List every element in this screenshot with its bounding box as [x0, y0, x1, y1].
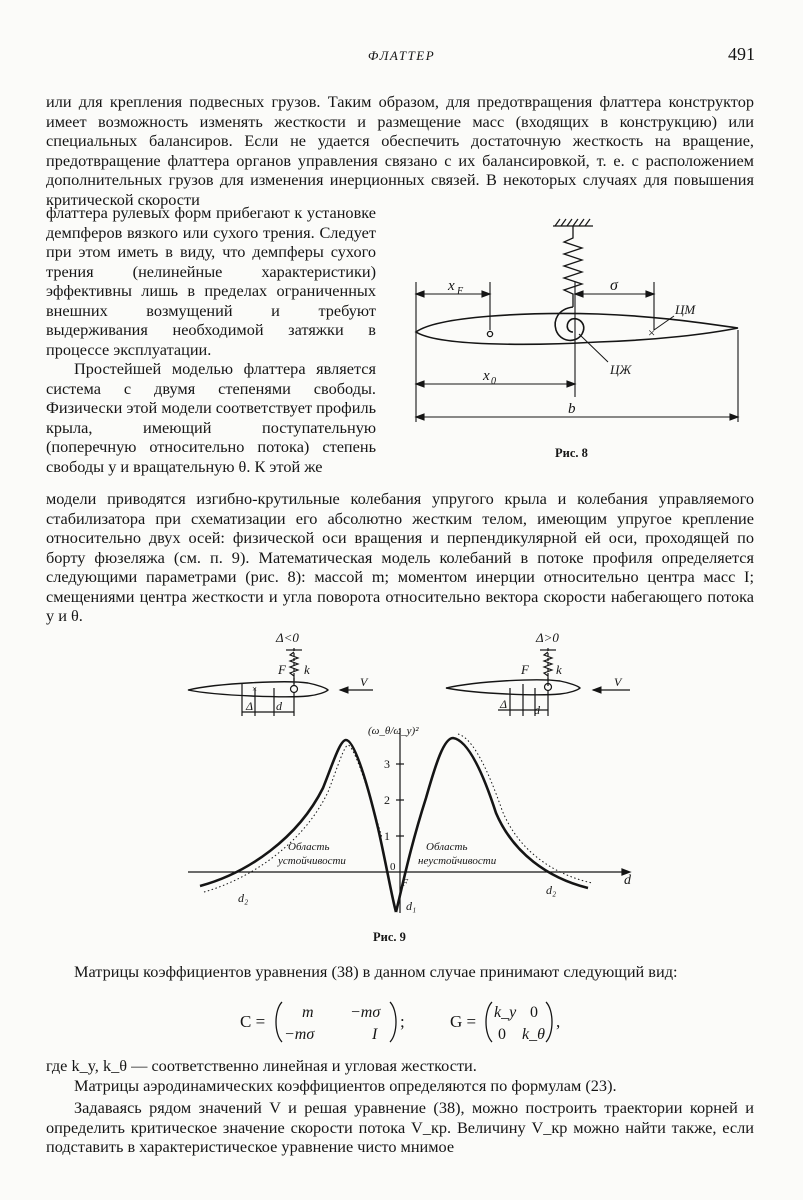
- fig9-unstable-label-2: неустойчивости: [418, 855, 497, 867]
- fig9-right-curve: [396, 738, 588, 912]
- matrix-C-22: I: [372, 1026, 378, 1043]
- matrix-G-12: 0: [530, 1004, 538, 1021]
- matrix-G-21: 0: [498, 1026, 506, 1043]
- paragraph-2: флаттера рулевых форм прибегают к установке демпферов вязкого или сухого трения. Следует при этом иметь в виду, что демпферы сухого трения (нелинейные характеристики) эффективны лишь в пределах ограниченных внешних возмущений и требуют выдерживания необходимой затяжки в процессе эксплуатации.: [46, 203, 376, 359]
- fig9-tick-0: 0: [390, 861, 396, 873]
- matrix-C-12: −mσ: [350, 1004, 381, 1021]
- fig9-axes: [188, 728, 630, 913]
- svg-text:;: ;: [400, 1012, 405, 1031]
- matrix-C-label: C =: [240, 1012, 266, 1031]
- fig9-left-curve: [200, 740, 396, 912]
- fig9-right-delta: Δ: [500, 697, 508, 711]
- figure-8: [398, 212, 758, 437]
- fig9-right-d: d: [534, 703, 540, 717]
- matrix-G-22: k_θ: [522, 1026, 545, 1043]
- paragraph-4: модели приводятся изгибно-крутильные колебания упругого крыла и колебания управляемого стабилизатора при схематизации его абсолютно жестким телом, имеющим упругое крепление относительно двух осей: физической оси вращения и перпендикулярной ей оси, проходящей по борту фюзеляжа (см. п. 9). Математическая модель колебаний в потоке профиля определяется следующими параметрами (рис. 8): массой m; моментом инерции относительно центра масс I; смещениями центра жесткости и угла поворота относительно вектора скорости набегающего потока y и θ.: [46, 489, 754, 625]
- fig8-label-sigma: σ: [610, 277, 618, 294]
- fig8-spiral: [555, 307, 584, 340]
- fig9-yaxis-label: (ω_θ/ω_y)²: [368, 725, 419, 737]
- fig9-stable-label-1: Область: [288, 841, 330, 853]
- fig9-right-flow-arrow: [593, 687, 630, 693]
- fig8-label-xf-sub: F: [457, 286, 464, 297]
- fig9-stable-label-2: устойчивости: [278, 855, 346, 867]
- paragraph-3: Простейшей моделью флаттера является система с двумя степенями свободы. Физически этой модели соответствует профиль крыла, имеющий поступательную (поперечную относительно потока) степень свободы y и вращательную θ. К этой же: [46, 359, 376, 476]
- matrix-G-label: G =: [450, 1012, 477, 1031]
- fig9-left-F: F: [278, 662, 286, 677]
- paragraph-6: где k_y, k_θ — соответственно линейная и угловая жесткости.: [46, 1056, 477, 1075]
- matrix-C-21: −mσ: [284, 1026, 315, 1043]
- fig9-label-d2-left: d₂: [238, 891, 249, 905]
- fig9-left-hatch: [204, 745, 382, 892]
- fig9-left-V: V: [360, 675, 368, 689]
- fig9-left-delta: Δ: [246, 699, 254, 713]
- fig9-right-V: V: [614, 675, 622, 689]
- fig8-caption: Рис. 8: [555, 446, 588, 460]
- paragraph-1: или для крепления подвесных грузов. Таким образом, для предотвращения флаттера конструктор имеет возможность изменять жесткости и размещение масс (входящих в конструкцию) или специальных балансиров. Если не удается обеспечить достаточную жесткость на вращение, предотвращение флаттера органов управления связано с их балансировкой, т. е. с расположением дополнительных грузов для изменения инерционных связей. В некоторых случаях для повышения критической скорости: [46, 92, 754, 209]
- svg-text:,: ,: [556, 1012, 561, 1031]
- paragraph-7: Матрицы аэродинамических коэффициентов определяются по формулам (23).: [74, 1076, 617, 1095]
- fig8-label-xf: x: [448, 278, 455, 294]
- fig8-label-cm: ЦМ: [675, 302, 696, 317]
- fig8-cm-marker: ×: [648, 325, 656, 340]
- fig9-left-condition: Δ<0: [276, 630, 299, 645]
- fig8-label-x0: x: [483, 368, 490, 384]
- fig9-left-k: k: [304, 662, 310, 677]
- fig8-focus-point: [487, 331, 492, 336]
- figure-9: [178, 628, 638, 920]
- fig9-left-d: d: [276, 699, 282, 713]
- fig9-label-F: F: [402, 878, 409, 889]
- fig8-support: [553, 219, 593, 226]
- fig9-label-d2-right: d₂: [546, 883, 557, 897]
- fig9-unstable-label-1: Область: [426, 841, 468, 853]
- matrix-C-11: m: [302, 1004, 314, 1021]
- fig9-right-condition: Δ>0: [536, 630, 559, 645]
- fig9-right-F: F: [521, 662, 529, 677]
- fig9-right-k: k: [556, 662, 562, 677]
- running-header-title: ФЛАТТЕР: [367, 48, 436, 63]
- fig9-left-mark: ×: [252, 684, 258, 694]
- page-number: 491: [728, 44, 755, 64]
- fig9-axis-d: d: [624, 873, 631, 888]
- fig8-label-b: b: [568, 401, 576, 417]
- fig9-tick-2: 2: [384, 793, 390, 807]
- fig8-label-cg: ЦЖ: [610, 362, 632, 377]
- fig9-label-d1: d₁: [406, 899, 417, 913]
- matrix-G-11: k_y: [494, 1004, 517, 1021]
- fig9-left-flow-arrow: [340, 687, 373, 693]
- fig8-label-x0-sub: 0: [491, 376, 496, 387]
- matrix-equations: [240, 996, 600, 1046]
- fig9-caption: Рис. 9: [373, 930, 406, 944]
- paragraph-5: Матрицы коэффициентов уравнения (38) в данном случае принимают следующий вид:: [74, 962, 678, 981]
- fig9-tick-1: 1: [384, 829, 390, 843]
- paragraph-8: Задаваясь рядом значений V и решая уравнение (38), можно построить траектории корней и определить критическое значение скорости потока V_кр. Величину V_кр можно найти также, если подставить в характеристическое уравнение чисто мнимое: [46, 1098, 754, 1156]
- fig9-tick-3: 3: [384, 757, 390, 771]
